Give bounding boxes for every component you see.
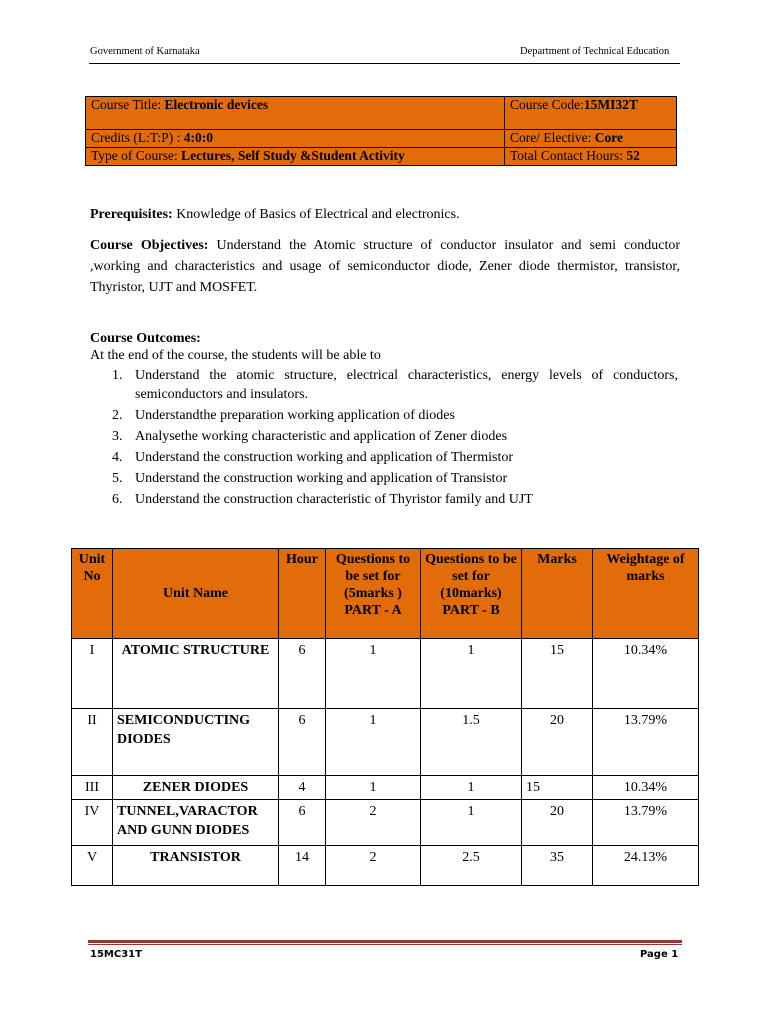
cell-unit: III xyxy=(72,776,113,800)
header-unit-name: Unit Name xyxy=(113,549,279,639)
cell-unit: I xyxy=(72,639,113,709)
table-row xyxy=(72,709,699,776)
cell-q5: 1 xyxy=(326,639,421,709)
credits-cell: Credits (L:T:P) : 4:0:0 xyxy=(86,130,505,148)
cell-weight: 24.13% xyxy=(593,846,699,886)
cell-weight: 10.34% xyxy=(593,776,699,800)
cell-weight: 10.34% xyxy=(593,639,699,709)
table-row xyxy=(72,776,699,800)
cell-hour: 4 xyxy=(279,776,326,800)
list-item: 4. Understand the construction working and application of Thermistor xyxy=(112,450,514,465)
cell-unit: V xyxy=(72,846,113,886)
cell-marks: 15 xyxy=(522,776,593,800)
outcomes-intro: At the end of the course, the students will be able to xyxy=(90,348,381,363)
course-info-table xyxy=(85,96,677,166)
cell-q10: 2.5 xyxy=(421,846,522,886)
cell-weight: 13.79% xyxy=(593,709,699,776)
footer-code: 15MC31T xyxy=(90,949,142,960)
cell-marks: 20 xyxy=(522,709,593,776)
contact-hours-cell: Total Contact Hours: 52 xyxy=(505,148,677,166)
header-q10: Questions to be set for (10marks) PART - B xyxy=(421,549,522,639)
header-q5: Questions to be set for (5marks ) PART - A xyxy=(326,549,421,639)
outcomes-title: Course Outcomes: xyxy=(90,331,201,346)
cell-hour: 6 xyxy=(279,800,326,846)
cell-marks: 35 xyxy=(522,846,593,886)
list-item: 1. Understand the atomic structure, electrical characteristics, energy levels of conductors, semiconductors and insulators. xyxy=(112,368,678,402)
unit-table xyxy=(71,548,699,886)
cell-q5: 1 xyxy=(326,709,421,776)
cell-unit-name: TRANSISTOR xyxy=(113,846,279,886)
course-type-cell: Type of Course: Lectures, Self Study &Student Activity xyxy=(86,148,505,166)
header-right: Department of Technical Education xyxy=(520,46,670,57)
cell-q5: 2 xyxy=(326,846,421,886)
cell-q10: 1.5 xyxy=(421,709,522,776)
cell-marks: 20 xyxy=(522,800,593,846)
course-objectives: Course Objectives: Understand the Atomic structure of conductor insulator and semi conductor ,working and characteristics and usage of semiconductor diode, Zener diode thermistor, transistor, Thyristor, UJT and MOSFET. xyxy=(90,238,680,295)
cell-q5: 1 xyxy=(326,776,421,800)
header-hour: Hour xyxy=(279,549,326,639)
cell-unit-name: ZENER DIODES xyxy=(113,776,279,800)
cell-unit: IV xyxy=(72,800,113,846)
course-title-cell: Course Title: Electronic devices xyxy=(86,97,505,130)
header-divider xyxy=(89,63,680,64)
cell-unit: II xyxy=(72,709,113,776)
list-item: 3. Analysethe working characteristic and application of Zener diodes xyxy=(112,429,508,444)
header-weightage: Weightage of marks xyxy=(593,549,699,639)
cell-unit-name: ATOMIC STRUCTURE xyxy=(113,639,279,709)
cell-weight: 13.79% xyxy=(593,800,699,846)
cell-unit-name: TUNNEL,VARACTOR AND GUNN DIODES xyxy=(113,800,279,846)
cell-q10: 1 xyxy=(421,800,522,846)
list-item: 6. Understand the construction characteristic of Thyristor family and UJT xyxy=(112,492,533,507)
header-left: Government of Karnataka xyxy=(90,46,200,57)
list-item: 5. Understand the construction working and application of Transistor xyxy=(112,471,508,486)
cell-unit-name: SEMICONDUCTING DIODES xyxy=(113,709,279,776)
cell-hour: 14 xyxy=(279,846,326,886)
outcomes-list xyxy=(90,366,678,511)
footer-divider-thin xyxy=(88,944,682,945)
elective-cell: Core/ Elective: Core xyxy=(505,130,677,148)
cell-hour: 6 xyxy=(279,709,326,776)
page-number: Page 1 xyxy=(640,949,679,960)
footer-divider xyxy=(88,940,682,943)
cell-q10: 1 xyxy=(421,776,522,800)
cell-q5: 2 xyxy=(326,800,421,846)
cell-q10: 1 xyxy=(421,639,522,709)
table-row xyxy=(72,800,699,846)
cell-marks: 15 xyxy=(522,639,593,709)
course-code-cell: Course Code:15MI32T xyxy=(505,97,677,130)
table-row xyxy=(72,639,699,709)
cell-hour: 6 xyxy=(279,639,326,709)
table-row xyxy=(72,846,699,886)
header-marks: Marks xyxy=(522,549,593,639)
list-item: 2. Understandthe preparation working application of diodes xyxy=(112,408,455,423)
header-unit-no: Unit No xyxy=(72,549,113,639)
prerequisites: Prerequisites: Knowledge of Basics of Electrical and electronics. xyxy=(90,207,460,222)
